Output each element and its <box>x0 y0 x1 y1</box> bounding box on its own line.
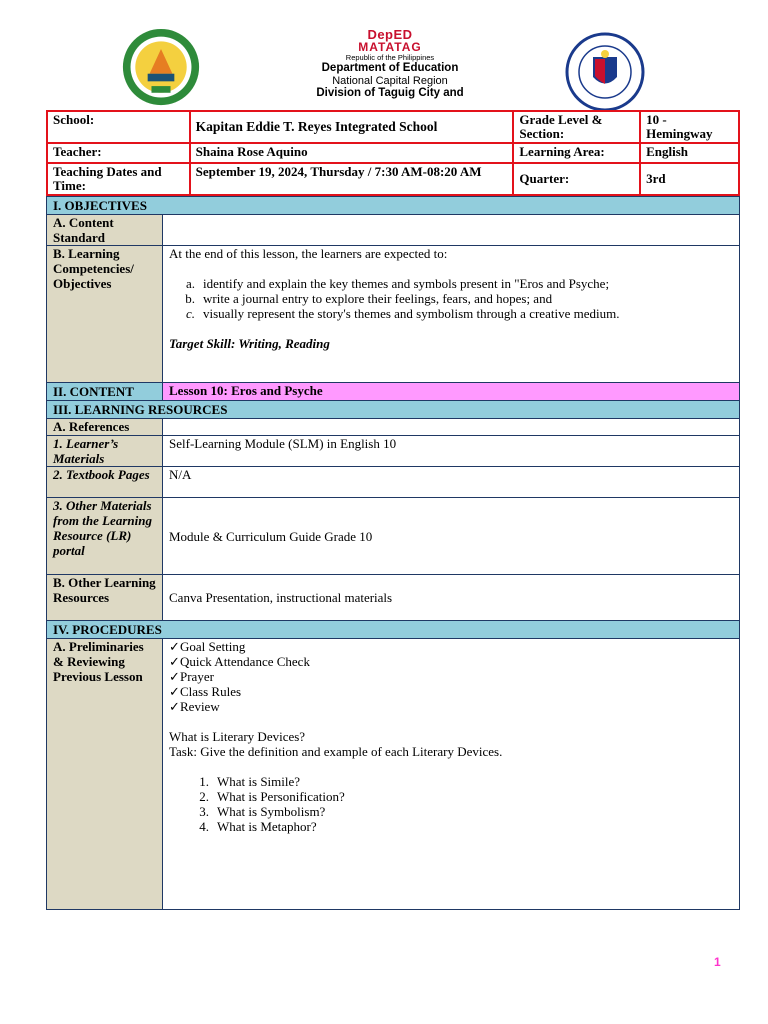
list-item: c. visually represent the story's themes and symbolism through a creative medium. <box>185 306 620 321</box>
check-icon: ✓ <box>169 699 180 714</box>
objectives-list <box>169 276 733 321</box>
list-item: ✓ Prayer <box>169 669 214 684</box>
learners-materials-label: 1. Learner’s Materials <box>47 436 163 467</box>
preliminaries-cell <box>163 639 740 910</box>
grade-label: Grade Level & Section: <box>513 111 640 143</box>
region-text: National Capital Region <box>332 75 448 87</box>
check-icon: ✓ <box>169 639 180 654</box>
textbook-pages-value: N/A <box>163 467 740 498</box>
quarter-value: 3rd <box>640 163 739 195</box>
other-resources-value: Canva Presentation, instructional materials <box>163 575 740 621</box>
checklist <box>169 639 733 714</box>
teacher-label: Teacher: <box>47 143 190 163</box>
header-center <box>290 28 490 100</box>
other-lr-label: 3. Other Materials from the Learning Resource (LR) portal <box>47 498 163 575</box>
target-skill: Target Skill: Writing, Reading <box>169 336 330 351</box>
dates-value: September 19, 2024, Thursday / 7:30 AM-08:20 AM <box>190 163 514 195</box>
list-item: 4. What is Metaphor? <box>199 819 317 834</box>
list-item: 3. What is Symbolism? <box>199 804 326 819</box>
list-item: ✓ Goal Setting <box>169 639 246 654</box>
learners-materials-value: Self-Learning Module (SLM) in English 10 <box>163 436 740 467</box>
list-item: ✓ Class Rules <box>169 684 242 699</box>
area-value: English <box>640 143 739 163</box>
department-text: Department of Education <box>321 62 459 74</box>
references-value <box>163 419 740 436</box>
question-text: What is Literary Devices? <box>169 729 306 744</box>
republic-text: Republic of the Philippines <box>345 53 435 62</box>
procedures-header: IV. PROCEDURES <box>47 621 740 639</box>
objectives-header: I. OBJECTIVES <box>47 197 740 215</box>
lesson-plan-table <box>46 196 740 910</box>
area-label: Learning Area: <box>513 143 640 163</box>
textbook-pages-label: 2. Textbook Pages <box>47 467 163 498</box>
list-item: ✓ Review <box>169 699 220 714</box>
lesson-title: Lesson 10: Eros and Psyche <box>163 383 740 401</box>
list-item: 2. What is Personification? <box>199 789 345 804</box>
references-label: A. References <box>47 419 163 436</box>
content-standard-label: A. Content Standard <box>47 215 163 246</box>
resources-header: III. LEARNING RESOURCES <box>47 401 740 419</box>
list-item: 1. What is Simile? <box>199 774 301 789</box>
list-item: a. identify and explain the key themes and symbols present in "Eros and Psyche; <box>185 276 610 291</box>
other-resources-label: B. Other Learning Resources <box>47 575 163 621</box>
deped-seal-logo <box>557 32 653 112</box>
page-number: 1 <box>714 955 721 969</box>
content-standard-value <box>163 215 740 246</box>
check-icon: ✓ <box>169 654 180 669</box>
school-value: Kapitan Eddie T. Reyes Integrated School <box>190 111 514 143</box>
competencies-label: B. Learning Competencies/ Objectives <box>47 246 163 383</box>
other-lr-value: Module & Curriculum Guide Grade 10 <box>163 498 740 575</box>
check-icon: ✓ <box>169 684 180 699</box>
school-seal-logo <box>113 28 209 108</box>
objectives-intro: At the end of this lesson, the learners are expected to: <box>169 246 448 261</box>
info-table <box>46 110 740 196</box>
list-item: b. write a journal entry to explore their feelings, fears, and hopes; and <box>185 291 553 306</box>
list-item: ✓ Quick Attendance Check <box>169 654 310 669</box>
deped-logo: DepED <box>367 27 413 42</box>
task-text: Task: Give the definition and example of each Literary Devices. <box>169 744 503 759</box>
division-text: Division of Taguig City and <box>316 87 464 99</box>
matatag-logo: MATATAG <box>358 40 422 54</box>
dates-label: Teaching Dates and Time: <box>47 163 190 195</box>
content-header: II. CONTENT <box>47 383 163 401</box>
preliminaries-label: A. Preliminaries & Reviewing Previous Lesson <box>47 639 163 910</box>
grade-value: 10 - Hemingway <box>640 111 739 143</box>
competencies-cell <box>163 246 740 383</box>
school-label: School: <box>47 111 190 143</box>
question-list <box>169 774 733 834</box>
check-icon: ✓ <box>169 669 180 684</box>
teacher-value: Shaina Rose Aquino <box>190 143 514 163</box>
quarter-label: Quarter: <box>513 163 640 195</box>
